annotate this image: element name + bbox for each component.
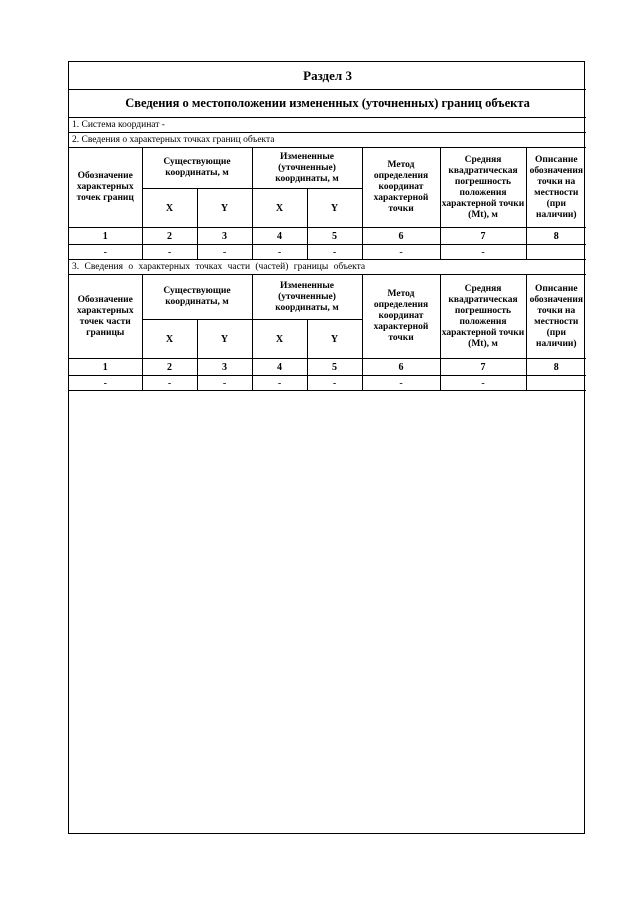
table2-changed-x: X [252,320,307,359]
table-spacer-row [69,391,586,394]
table1-col-number: 3 [197,228,252,245]
table2-col-number: 3 [197,359,252,376]
table1-cell: - [362,245,440,260]
table1-existing-x: X [142,189,197,228]
table2-cell: - [252,376,307,391]
table2-existing-y: Y [197,320,252,359]
table2-col-number: 4 [252,359,307,376]
table1-number-row [69,228,586,245]
table2-heading: 3. Сведения о характерных точках части (частей) границы объекта [69,260,586,275]
table2-col-number: 7 [440,359,526,376]
section-subtitle: Сведения о местоположении измененных (уточненных) границ объекта [69,90,586,118]
table2-col-point: Обозначение характерных точек части границы [69,275,142,359]
table2-cell: - [440,376,526,391]
table1-col-method: Метод определения координат характерной точки [362,148,440,228]
table2-cell: - [362,376,440,391]
table1-col-number: 2 [142,228,197,245]
table2-col-number: 2 [142,359,197,376]
coordinate-system-row: 1. Система координат - [69,118,586,133]
table2-col-description: Описание обозначения точки на местности (при наличии) [526,275,586,359]
table1-col-number: 6 [362,228,440,245]
table1-col-error: Средняя квадратическая погрешность положения характерной точки (Mt), м [440,148,526,228]
table1-col-number: 8 [526,228,586,245]
table1-cell: - [69,245,142,260]
table1-cell: - [307,245,362,260]
table2-number-row [69,359,586,376]
table1-cell: - [142,245,197,260]
table2-cell: - [142,376,197,391]
table2-cell: - [197,376,252,391]
table2-cell: - [307,376,362,391]
table2-col-number: 6 [362,359,440,376]
table2-col-number: 8 [526,359,586,376]
table1-heading: 2. Сведения о характерных точках границ объекта [69,133,586,148]
table1-existing-y: Y [197,189,252,228]
table2-col-existing: Существующие координаты, м [142,275,252,320]
table2-col-number: 5 [307,359,362,376]
table2-existing-x: X [142,320,197,359]
section-title: Раздел 3 [69,62,586,90]
table1-col-existing: Существующие координаты, м [142,148,252,189]
table-row [69,245,586,260]
table1-changed-x: X [252,189,307,228]
table1-cell: - [440,245,526,260]
table1-cell: - [252,245,307,260]
table1-cell: - [197,245,252,260]
table1-col-changed: Измененные (уточненные) координаты, м [252,148,362,189]
table1-changed-y: Y [307,189,362,228]
table1-cell [526,245,586,260]
table2-col-error: Средняя квадратическая погрешность положения характерной точки (Mt), м [440,275,526,359]
table1-col-number: 7 [440,228,526,245]
table2-col-number: 1 [69,359,142,376]
table2-changed-y: Y [307,320,362,359]
table1-col-point: Обозначение характерных точек границ [69,148,142,228]
table-spacer [69,391,586,394]
table2-cell: - [69,376,142,391]
table1-col-description: Описание обозначения точки на местности (при наличии) [526,148,586,228]
table-row [69,376,586,391]
table1-col-number: 1 [69,228,142,245]
boundary-table [69,62,586,393]
table2-col-changed: Измененные (уточненные) координаты, м [252,275,362,320]
table2-col-method: Метод определения координат характерной точки [362,275,440,359]
table2-cell [526,376,586,391]
table1-col-number: 4 [252,228,307,245]
document-sheet [68,61,585,834]
table1-col-number: 5 [307,228,362,245]
